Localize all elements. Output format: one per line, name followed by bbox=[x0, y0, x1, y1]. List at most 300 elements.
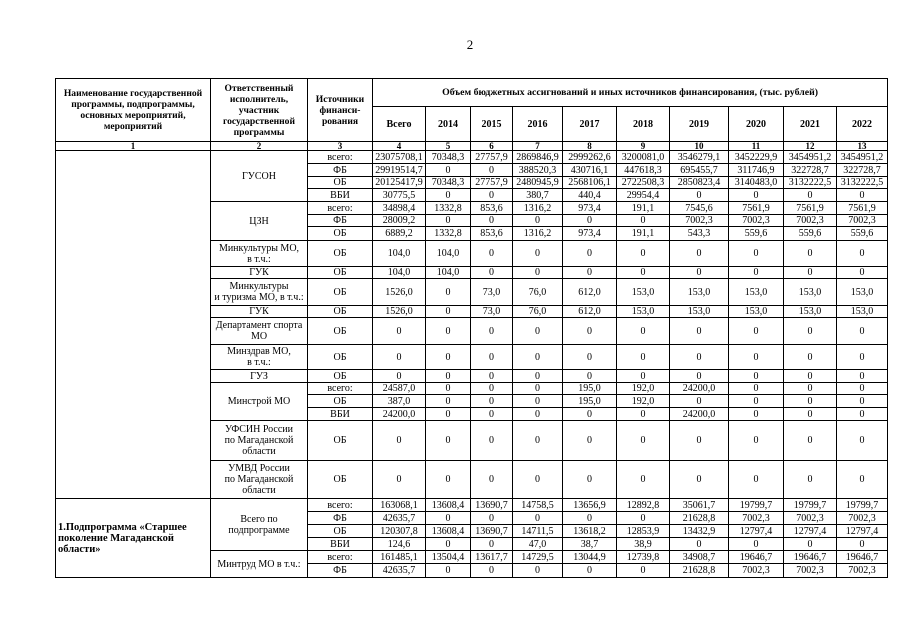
value-cell: 3546279,1 bbox=[670, 151, 729, 164]
value-cell: 12797,4 bbox=[729, 525, 784, 538]
value-cell: 0 bbox=[617, 318, 670, 345]
value-cell: 612,0 bbox=[563, 306, 617, 318]
value-cell: 0 bbox=[471, 395, 513, 408]
value-cell: 23075708,1 bbox=[373, 151, 426, 164]
value-cell: 0 bbox=[837, 421, 888, 461]
value-cell: 191,1 bbox=[617, 227, 670, 241]
value-cell: 7002,3 bbox=[670, 215, 729, 227]
column-numbers-row bbox=[56, 142, 888, 151]
header-year-2017: 2017 bbox=[563, 107, 617, 142]
value-cell: 3140483,0 bbox=[729, 177, 784, 189]
executor-cell: УФСИН России по Магаданской области bbox=[211, 421, 308, 461]
source-cell: ОБ bbox=[308, 227, 373, 241]
value-cell: 0 bbox=[513, 408, 563, 421]
value-cell: 0 bbox=[617, 370, 670, 383]
value-cell: 2722508,3 bbox=[617, 177, 670, 189]
executor-cell: Минздрав МО, в т.ч.: bbox=[211, 345, 308, 370]
value-cell: 2568106,1 bbox=[563, 177, 617, 189]
value-cell: 0 bbox=[617, 564, 670, 578]
value-cell: 612,0 bbox=[563, 279, 617, 306]
value-cell: 76,0 bbox=[513, 306, 563, 318]
value-cell: 73,0 bbox=[471, 279, 513, 306]
value-cell: 0 bbox=[837, 538, 888, 551]
value-cell: 0 bbox=[837, 370, 888, 383]
source-cell: ОБ bbox=[308, 306, 373, 318]
value-cell: 0 bbox=[617, 215, 670, 227]
value-cell: 0 bbox=[426, 279, 471, 306]
value-cell: 13617,7 bbox=[471, 551, 513, 564]
executor-cell: УМВД России по Магаданской области bbox=[211, 461, 308, 499]
page-number: 2 bbox=[466, 37, 474, 52]
value-cell: 0 bbox=[563, 215, 617, 227]
source-cell: всего: bbox=[308, 383, 373, 395]
value-cell: 0 bbox=[784, 421, 837, 461]
value-cell: 24200,0 bbox=[373, 408, 426, 421]
value-cell: 0 bbox=[729, 538, 784, 551]
value-cell: 34908,7 bbox=[670, 551, 729, 564]
value-cell: 695455,7 bbox=[670, 164, 729, 177]
value-cell: 13432,9 bbox=[670, 525, 729, 538]
value-cell: 7002,3 bbox=[729, 215, 784, 227]
source-cell: всего: bbox=[308, 202, 373, 215]
section-name-cell bbox=[56, 151, 211, 499]
value-cell: 153,0 bbox=[729, 279, 784, 306]
value-cell: 24587,0 bbox=[373, 383, 426, 395]
header-year-2014: 2014 bbox=[426, 107, 471, 142]
value-cell: 0 bbox=[837, 345, 888, 370]
value-cell: 1526,0 bbox=[373, 306, 426, 318]
value-cell: 0 bbox=[617, 408, 670, 421]
value-cell: 0 bbox=[837, 461, 888, 499]
value-cell: 0 bbox=[617, 461, 670, 499]
value-cell: 38,7 bbox=[563, 538, 617, 551]
value-cell: 853,6 bbox=[471, 227, 513, 241]
source-cell: всего: bbox=[308, 151, 373, 164]
value-cell: 0 bbox=[670, 461, 729, 499]
value-cell: 0 bbox=[513, 215, 563, 227]
value-cell: 13690,7 bbox=[471, 499, 513, 512]
value-cell: 19646,7 bbox=[729, 551, 784, 564]
value-cell: 0 bbox=[563, 461, 617, 499]
value-cell: 153,0 bbox=[729, 306, 784, 318]
value-cell: 21628,8 bbox=[670, 512, 729, 525]
column-number: 2 bbox=[211, 142, 308, 151]
header-row bbox=[56, 79, 888, 107]
value-cell: 973,4 bbox=[563, 202, 617, 215]
executor-cell: Минтруд МО в т.ч.: bbox=[211, 551, 308, 578]
value-cell: 7002,3 bbox=[837, 564, 888, 578]
executor-cell: ГУЗ bbox=[211, 370, 308, 383]
value-cell: 0 bbox=[471, 345, 513, 370]
value-cell: 163068,1 bbox=[373, 499, 426, 512]
value-cell: 0 bbox=[513, 383, 563, 395]
value-cell: 447618,3 bbox=[617, 164, 670, 177]
value-cell: 7002,3 bbox=[784, 512, 837, 525]
value-cell: 124,6 bbox=[373, 538, 426, 551]
value-cell: 0 bbox=[513, 461, 563, 499]
column-number: 13 bbox=[837, 142, 888, 151]
value-cell: 120307,8 bbox=[373, 525, 426, 538]
value-cell: 153,0 bbox=[670, 306, 729, 318]
header-year-2020: 2020 bbox=[729, 107, 784, 142]
value-cell: 0 bbox=[784, 383, 837, 395]
value-cell: 0 bbox=[426, 370, 471, 383]
value-cell: 161485,1 bbox=[373, 551, 426, 564]
value-cell: 27757,9 bbox=[471, 177, 513, 189]
value-cell: 0 bbox=[563, 370, 617, 383]
header-total: Всего bbox=[373, 107, 426, 142]
value-cell: 195,0 bbox=[563, 395, 617, 408]
source-cell: ФБ bbox=[308, 564, 373, 578]
value-cell: 0 bbox=[471, 512, 513, 525]
value-cell: 0 bbox=[513, 267, 563, 279]
source-cell: ОБ bbox=[308, 421, 373, 461]
value-cell: 0 bbox=[373, 421, 426, 461]
value-cell: 0 bbox=[471, 215, 513, 227]
value-cell: 76,0 bbox=[513, 279, 563, 306]
header-executor: Ответственный исполнитель, участник государственной программы bbox=[211, 79, 308, 142]
value-cell: 0 bbox=[513, 564, 563, 578]
value-cell: 12797,4 bbox=[784, 525, 837, 538]
value-cell: 0 bbox=[617, 512, 670, 525]
column-number: 8 bbox=[563, 142, 617, 151]
value-cell: 13608,4 bbox=[426, 499, 471, 512]
value-cell: 13608,4 bbox=[426, 525, 471, 538]
value-cell: 153,0 bbox=[784, 279, 837, 306]
value-cell: 1526,0 bbox=[373, 279, 426, 306]
value-cell: 0 bbox=[784, 318, 837, 345]
header-program-name: Наименование государственной программы, подпрограммы, основных мероприятий, мероприятий bbox=[56, 79, 211, 142]
value-cell: 0 bbox=[837, 383, 888, 395]
header-year-2019: 2019 bbox=[670, 107, 729, 142]
value-cell: 38,9 bbox=[617, 538, 670, 551]
value-cell: 0 bbox=[617, 241, 670, 267]
value-cell: 559,6 bbox=[729, 227, 784, 241]
subprogram-name-cell: 1.Подпрограмма «Старшее поколение Магаданской области» bbox=[56, 499, 211, 578]
value-cell: 0 bbox=[837, 408, 888, 421]
value-cell: 0 bbox=[373, 318, 426, 345]
value-cell: 0 bbox=[513, 345, 563, 370]
value-cell: 0 bbox=[729, 395, 784, 408]
column-number: 4 bbox=[373, 142, 426, 151]
source-cell: ОБ bbox=[308, 395, 373, 408]
value-cell: 29954,4 bbox=[617, 189, 670, 202]
value-cell: 14729,5 bbox=[513, 551, 563, 564]
value-cell: 7002,3 bbox=[837, 215, 888, 227]
value-cell: 0 bbox=[373, 345, 426, 370]
value-cell: 0 bbox=[471, 383, 513, 395]
source-cell: всего: bbox=[308, 499, 373, 512]
value-cell: 0 bbox=[729, 318, 784, 345]
table-row bbox=[56, 151, 888, 164]
value-cell: 0 bbox=[670, 189, 729, 202]
value-cell: 0 bbox=[784, 241, 837, 267]
budget-table bbox=[55, 78, 888, 578]
value-cell: 12739,8 bbox=[617, 551, 670, 564]
value-cell: 0 bbox=[426, 421, 471, 461]
value-cell: 21628,8 bbox=[670, 564, 729, 578]
value-cell: 13504,4 bbox=[426, 551, 471, 564]
value-cell: 13044,9 bbox=[563, 551, 617, 564]
value-cell: 42635,7 bbox=[373, 564, 426, 578]
value-cell: 191,1 bbox=[617, 202, 670, 215]
executor-cell: ГУСОН bbox=[211, 151, 308, 202]
value-cell: 0 bbox=[617, 345, 670, 370]
value-cell: 0 bbox=[426, 461, 471, 499]
value-cell: 192,0 bbox=[617, 383, 670, 395]
value-cell: 29919514,7 bbox=[373, 164, 426, 177]
value-cell: 559,6 bbox=[837, 227, 888, 241]
value-cell: 0 bbox=[563, 241, 617, 267]
value-cell: 30775,5 bbox=[373, 189, 426, 202]
value-cell: 0 bbox=[563, 318, 617, 345]
value-cell: 0 bbox=[563, 408, 617, 421]
column-number: 11 bbox=[729, 142, 784, 151]
value-cell: 0 bbox=[471, 318, 513, 345]
value-cell: 47,0 bbox=[513, 538, 563, 551]
value-cell: 2999262,6 bbox=[563, 151, 617, 164]
value-cell: 0 bbox=[784, 395, 837, 408]
value-cell: 0 bbox=[373, 370, 426, 383]
header-year-2022: 2022 bbox=[837, 107, 888, 142]
value-cell: 34898,4 bbox=[373, 202, 426, 215]
column-number: 3 bbox=[308, 142, 373, 151]
source-cell: ФБ bbox=[308, 512, 373, 525]
value-cell: 0 bbox=[729, 383, 784, 395]
value-cell: 430716,1 bbox=[563, 164, 617, 177]
value-cell: 153,0 bbox=[617, 279, 670, 306]
value-cell: 19646,7 bbox=[784, 551, 837, 564]
value-cell: 7002,3 bbox=[837, 512, 888, 525]
value-cell: 0 bbox=[426, 512, 471, 525]
value-cell: 311746,9 bbox=[729, 164, 784, 177]
value-cell: 0 bbox=[784, 461, 837, 499]
value-cell: 0 bbox=[837, 318, 888, 345]
column-number: 5 bbox=[426, 142, 471, 151]
value-cell: 0 bbox=[513, 318, 563, 345]
value-cell: 0 bbox=[563, 564, 617, 578]
header-year-2015: 2015 bbox=[471, 107, 513, 142]
executor-cell: Департамент спорта МО bbox=[211, 318, 308, 345]
source-cell: ФБ bbox=[308, 164, 373, 177]
value-cell: 0 bbox=[670, 395, 729, 408]
source-cell: ОБ bbox=[308, 318, 373, 345]
value-cell: 70348,3 bbox=[426, 151, 471, 164]
value-cell: 0 bbox=[426, 318, 471, 345]
executor-cell: Минстрой МО bbox=[211, 383, 308, 421]
executor-cell: ЦЗН bbox=[211, 202, 308, 241]
value-cell: 0 bbox=[426, 408, 471, 421]
value-cell: 0 bbox=[471, 241, 513, 267]
value-cell: 153,0 bbox=[784, 306, 837, 318]
value-cell: 104,0 bbox=[426, 267, 471, 279]
executor-cell: Минкультуры и туризма МО, в т.ч.: bbox=[211, 279, 308, 306]
table-body bbox=[56, 151, 888, 578]
value-cell: 3132222,5 bbox=[837, 177, 888, 189]
value-cell: 322728,7 bbox=[784, 164, 837, 177]
value-cell: 12853,9 bbox=[617, 525, 670, 538]
value-cell: 543,3 bbox=[670, 227, 729, 241]
value-cell: 0 bbox=[471, 421, 513, 461]
value-cell: 0 bbox=[513, 370, 563, 383]
value-cell: 0 bbox=[563, 267, 617, 279]
value-cell: 0 bbox=[426, 345, 471, 370]
value-cell: 7561,9 bbox=[729, 202, 784, 215]
executor-cell: ГУК bbox=[211, 267, 308, 279]
value-cell: 192,0 bbox=[617, 395, 670, 408]
value-cell: 322728,7 bbox=[837, 164, 888, 177]
value-cell: 19799,7 bbox=[837, 499, 888, 512]
column-number: 9 bbox=[617, 142, 670, 151]
source-cell: ОБ bbox=[308, 461, 373, 499]
value-cell: 0 bbox=[471, 564, 513, 578]
value-cell: 0 bbox=[471, 408, 513, 421]
value-cell: 0 bbox=[729, 345, 784, 370]
source-cell: ОБ bbox=[308, 241, 373, 267]
value-cell: 0 bbox=[670, 370, 729, 383]
value-cell: 0 bbox=[563, 345, 617, 370]
value-cell: 0 bbox=[471, 461, 513, 499]
value-cell: 3452229,9 bbox=[729, 151, 784, 164]
value-cell: 2480945,9 bbox=[513, 177, 563, 189]
value-cell: 1316,2 bbox=[513, 227, 563, 241]
value-cell: 14711,5 bbox=[513, 525, 563, 538]
source-cell: ОБ bbox=[308, 345, 373, 370]
value-cell: 19646,7 bbox=[837, 551, 888, 564]
value-cell: 0 bbox=[729, 267, 784, 279]
executor-cell: ГУК bbox=[211, 306, 308, 318]
value-cell: 0 bbox=[513, 395, 563, 408]
source-cell: ФБ bbox=[308, 215, 373, 227]
value-cell: 12797,4 bbox=[837, 525, 888, 538]
column-number: 6 bbox=[471, 142, 513, 151]
value-cell: 6889,2 bbox=[373, 227, 426, 241]
value-cell: 27757,9 bbox=[471, 151, 513, 164]
value-cell: 0 bbox=[426, 164, 471, 177]
source-cell: ОБ bbox=[308, 279, 373, 306]
value-cell: 0 bbox=[670, 267, 729, 279]
header-year-2018: 2018 bbox=[617, 107, 670, 142]
column-number: 12 bbox=[784, 142, 837, 151]
value-cell: 0 bbox=[784, 189, 837, 202]
value-cell: 0 bbox=[617, 421, 670, 461]
value-cell: 388520,3 bbox=[513, 164, 563, 177]
value-cell: 3454951,2 bbox=[837, 151, 888, 164]
header-year-2016: 2016 bbox=[513, 107, 563, 142]
value-cell: 0 bbox=[729, 421, 784, 461]
value-cell: 20125417,9 bbox=[373, 177, 426, 189]
column-number: 10 bbox=[670, 142, 729, 151]
source-cell: ВБИ bbox=[308, 538, 373, 551]
value-cell: 7002,3 bbox=[729, 564, 784, 578]
value-cell: 380,7 bbox=[513, 189, 563, 202]
value-cell: 1316,2 bbox=[513, 202, 563, 215]
value-cell: 0 bbox=[513, 241, 563, 267]
value-cell: 0 bbox=[426, 564, 471, 578]
value-cell: 14758,5 bbox=[513, 499, 563, 512]
value-cell: 559,6 bbox=[784, 227, 837, 241]
executor-cell: Минкультуры МО, в т.ч.: bbox=[211, 241, 308, 267]
source-cell: ВБИ bbox=[308, 189, 373, 202]
value-cell: 0 bbox=[784, 538, 837, 551]
value-cell: 1332,8 bbox=[426, 227, 471, 241]
value-cell: 13618,2 bbox=[563, 525, 617, 538]
value-cell: 0 bbox=[563, 512, 617, 525]
value-cell: 195,0 bbox=[563, 383, 617, 395]
column-number: 7 bbox=[513, 142, 563, 151]
value-cell: 7002,3 bbox=[784, 215, 837, 227]
value-cell: 0 bbox=[784, 267, 837, 279]
value-cell: 7002,3 bbox=[729, 512, 784, 525]
value-cell: 0 bbox=[837, 189, 888, 202]
value-cell: 0 bbox=[373, 461, 426, 499]
value-cell: 0 bbox=[729, 241, 784, 267]
value-cell: 19799,7 bbox=[729, 499, 784, 512]
value-cell: 7561,9 bbox=[784, 202, 837, 215]
value-cell: 387,0 bbox=[373, 395, 426, 408]
source-cell: ОБ bbox=[308, 267, 373, 279]
value-cell: 0 bbox=[784, 345, 837, 370]
value-cell: 3200081,0 bbox=[617, 151, 670, 164]
value-cell: 153,0 bbox=[837, 279, 888, 306]
value-cell: 0 bbox=[837, 395, 888, 408]
value-cell: 70348,3 bbox=[426, 177, 471, 189]
value-cell: 0 bbox=[670, 538, 729, 551]
value-cell: 0 bbox=[617, 267, 670, 279]
value-cell: 153,0 bbox=[670, 279, 729, 306]
value-cell: 35061,7 bbox=[670, 499, 729, 512]
value-cell: 0 bbox=[563, 421, 617, 461]
value-cell: 0 bbox=[729, 370, 784, 383]
source-cell: ОБ bbox=[308, 177, 373, 189]
value-cell: 73,0 bbox=[471, 306, 513, 318]
value-cell: 0 bbox=[471, 164, 513, 177]
value-cell: 104,0 bbox=[373, 267, 426, 279]
column-number: 1 bbox=[56, 142, 211, 151]
value-cell: 42635,7 bbox=[373, 512, 426, 525]
executor-cell: Всего по подпрограмме bbox=[211, 499, 308, 551]
value-cell: 24200,0 bbox=[670, 383, 729, 395]
value-cell: 7561,9 bbox=[837, 202, 888, 215]
value-cell: 104,0 bbox=[373, 241, 426, 267]
value-cell: 0 bbox=[837, 241, 888, 267]
value-cell: 0 bbox=[426, 306, 471, 318]
value-cell: 19799,7 bbox=[784, 499, 837, 512]
value-cell: 0 bbox=[729, 461, 784, 499]
value-cell: 0 bbox=[837, 267, 888, 279]
source-cell: всего: bbox=[308, 551, 373, 564]
value-cell: 0 bbox=[670, 318, 729, 345]
value-cell: 0 bbox=[729, 408, 784, 421]
header-funding: Объем бюджетных ассигнований и иных источников финансирования, (тыс. рублей) bbox=[373, 79, 888, 107]
value-cell: 0 bbox=[513, 421, 563, 461]
value-cell: 7545,6 bbox=[670, 202, 729, 215]
value-cell: 0 bbox=[670, 241, 729, 267]
value-cell: 2850823,4 bbox=[670, 177, 729, 189]
value-cell: 2869846,9 bbox=[513, 151, 563, 164]
value-cell: 0 bbox=[426, 395, 471, 408]
value-cell: 853,6 bbox=[471, 202, 513, 215]
value-cell: 0 bbox=[471, 370, 513, 383]
value-cell: 3454951,2 bbox=[784, 151, 837, 164]
header-year-2021: 2021 bbox=[784, 107, 837, 142]
value-cell: 0 bbox=[426, 189, 471, 202]
value-cell: 28009,2 bbox=[373, 215, 426, 227]
source-cell: ВБИ bbox=[308, 408, 373, 421]
value-cell: 12892,8 bbox=[617, 499, 670, 512]
value-cell: 0 bbox=[471, 538, 513, 551]
value-cell: 440,4 bbox=[563, 189, 617, 202]
